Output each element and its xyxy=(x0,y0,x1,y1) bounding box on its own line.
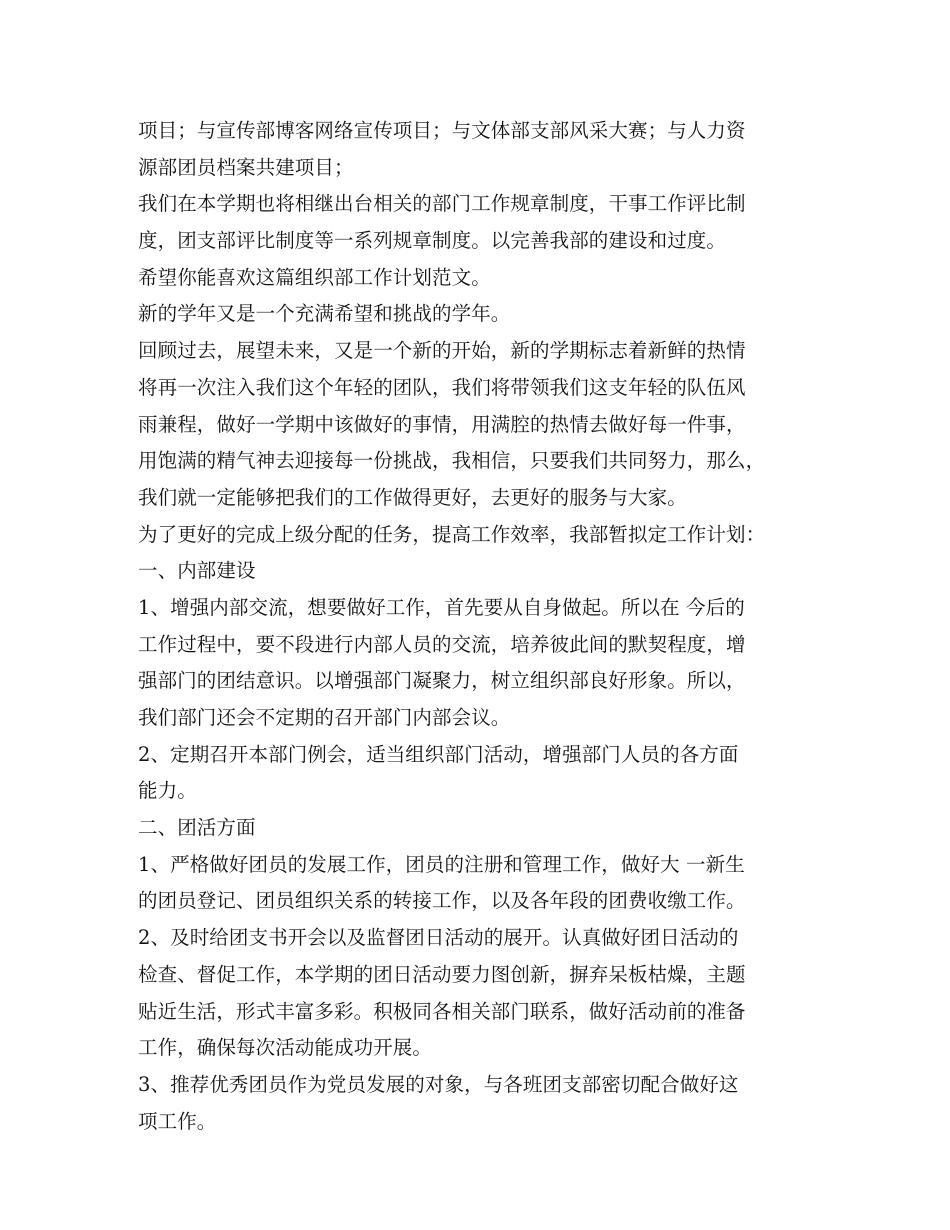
text-line: 工作过程中，要不段进行内部人员的交流，培养彼此间的默契程度，增 xyxy=(138,632,746,656)
text-line: 用饱满的精气神去迎接每一份挑战，我相信，只要我们共同努力，那么， xyxy=(138,449,766,473)
text-line: 工作，确保每次活动能成功开展。 xyxy=(138,1036,433,1060)
text-line: 我们部门还会不定期的召开部门内部会议。 xyxy=(138,706,511,729)
document-body xyxy=(138,113,828,1140)
text-line: 希望你能喜欢这篇组织部工作计划范文。 xyxy=(138,265,491,289)
text-line: 3、推荐优秀团员作为党员发展的对象，与各班团支部密切配合做好这 xyxy=(138,1072,739,1096)
text-line: 检查、督促工作，本学期的团日活动要力图创新，摒弃呆板枯燥，主题 xyxy=(138,962,746,986)
text-line: 度，团支部评比制度等一系列规章制度。以完善我部的建设和过度。 xyxy=(138,229,727,253)
text-line: 我们就一定能够把我们的工作做得更好，去更好的服务与大家。 xyxy=(138,485,687,509)
text-line: 项目；与宣传部博客网络宣传项目；与文体部支部风采大赛；与人力资 xyxy=(138,119,746,142)
text-line: 贴近生活，形式丰富多彩。积极同各相关部门联系，做好活动前的准备 xyxy=(138,999,746,1023)
text-line: 项工作。 xyxy=(138,1109,217,1133)
text-line: 源部团员档案共建项目； xyxy=(138,155,354,179)
text-line: 回顾过去，展望未来，又是一个新的开始，新的学期标志着新鲜的热情 xyxy=(138,339,746,363)
text-line: 1、严格做好团员的发展工作，团员的注册和管理工作，做好大 一新生 xyxy=(138,852,745,876)
text-line: 将再一次注入我们这个年轻的团队，我们将带领我们这支年轻的队伍风 xyxy=(138,375,746,399)
text-line: 2、及时给团支书开会以及监督团日活动的展开。认真做好团日活动的 xyxy=(138,926,739,950)
text-line: 2、定期召开本部门例会，适当组织部门活动，增强部门人员的各方面 xyxy=(138,742,739,766)
section-heading: 二、团活方面 xyxy=(138,816,256,840)
text-line: 强部门的团结意识。以增强部门凝聚力，树立组织部良好形象。所以， xyxy=(138,669,746,693)
text-line: 为了更好的完成上级分配的任务，提高工作效率，我部暂拟定工作计划： xyxy=(138,522,766,546)
text-line: 能力。 xyxy=(138,779,197,803)
text-line: 我们在本学期也将相继出台相关的部门工作规章制度，干事工作评比制 xyxy=(138,192,746,216)
section-heading: 一、内部建设 xyxy=(138,559,256,583)
text-line: 雨兼程，做好一学期中该做好的事情，用满腔的热情去做好每一件事， xyxy=(138,412,746,436)
text-line: 1、增强内部交流，想要做好工作，首先要从自身做起。所以在 今后的 xyxy=(138,595,745,619)
text-line: 的团员登记、团员组织关系的转接工作，以及各年段的团费收缴工作。 xyxy=(138,889,746,913)
text-line: 新的学年又是一个充满希望和挑战的学年。 xyxy=(138,302,511,326)
